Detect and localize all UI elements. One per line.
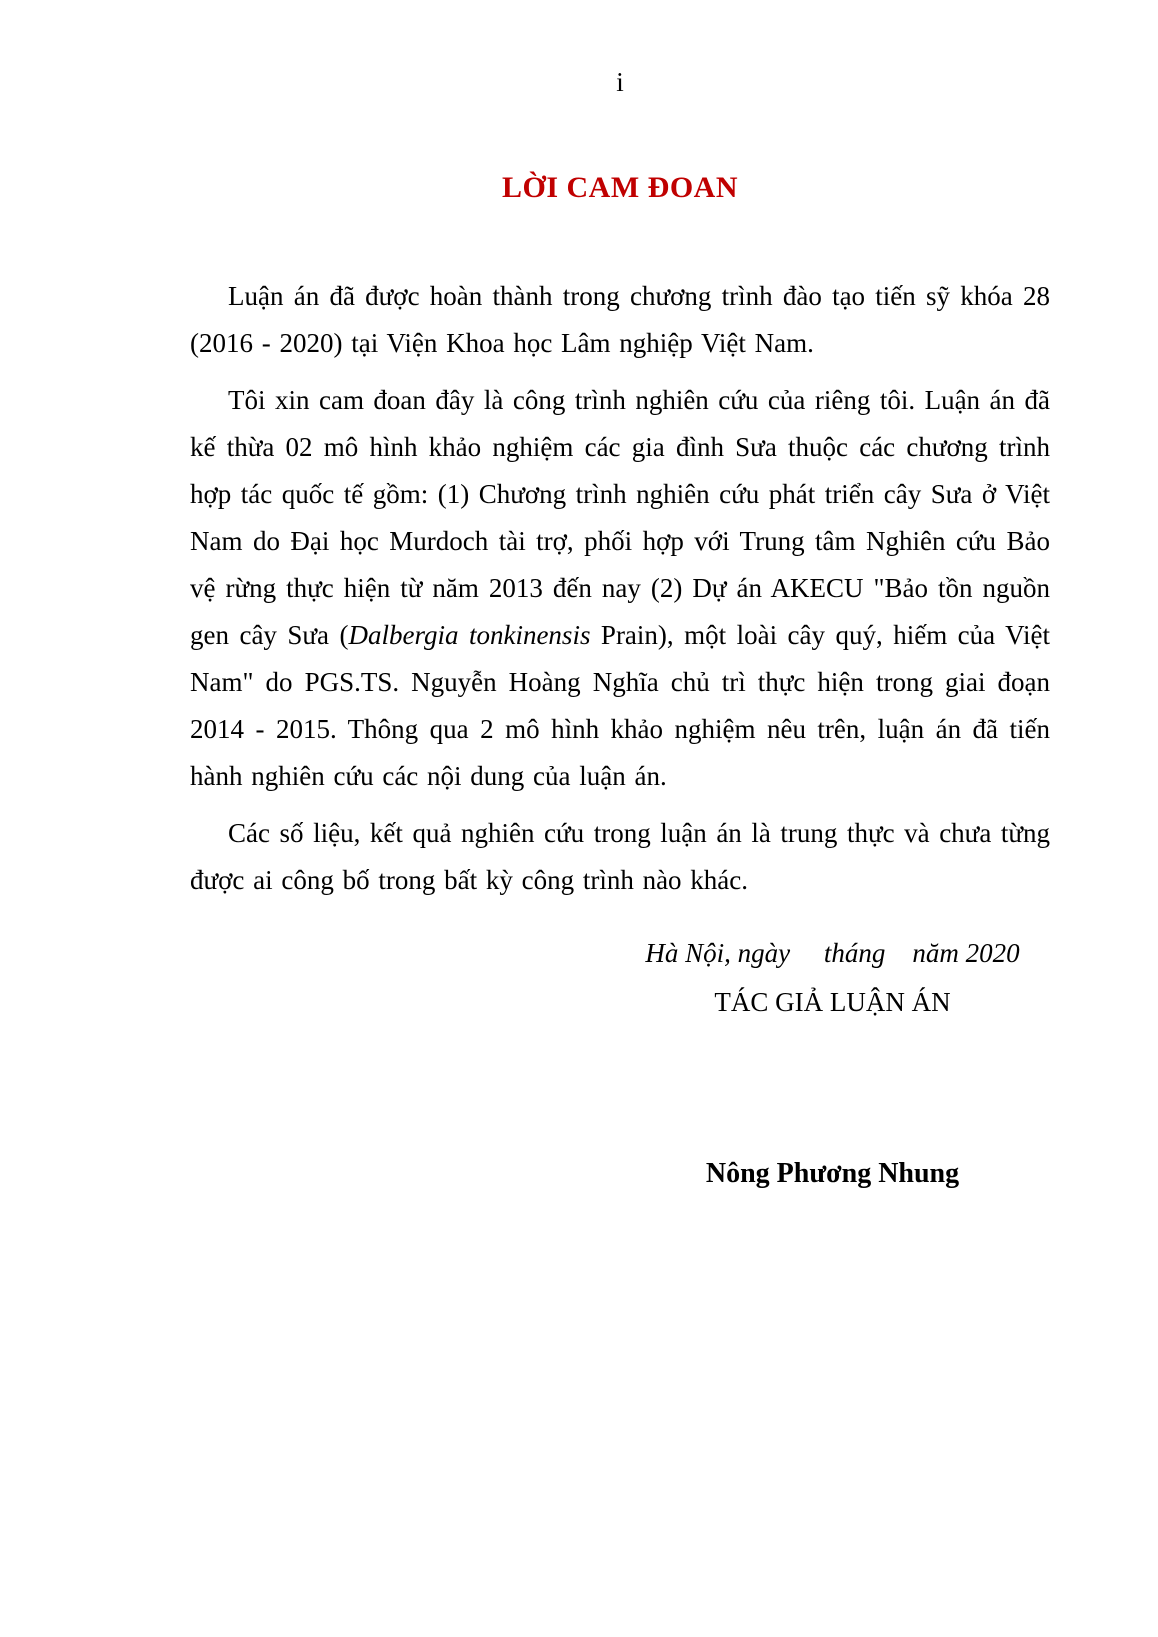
paragraph-3: Các số liệu, kết quả nghiên cứu trong luận án là trung thực và chưa từng được ai công bố trong bất kỳ công trình nào khác.: [190, 818, 1050, 895]
paragraph-2-text: Tôi xin cam đoan đây là công trình nghiên cứu của riêng tôi. Luận án đã kế thừa 02 mô hình khảo nghiệm các gia đình Sưa thuộc các chương trình hợp tác quốc tế gồm: (1) Chương trình nghiên cứu phát triển cây Sưa ở Việt Nam do Đại học Murdoch tài trợ, phối hợp với Trung tâm Nghiên cứu Bảo vệ rừng thực hiện từ năm 2013 đến nay (2) Dự án AKECU "Bảo tồn nguồn gen cây Sưa (: [190, 385, 1050, 650]
species-name-italic: Dalbergia tonkinensis: [348, 620, 591, 650]
page-title: LỜI CAM ĐOAN: [502, 171, 738, 204]
signature-block: [615, 930, 1050, 1194]
document-body: [190, 273, 1050, 904]
signature-author-name: Nông Phương Nhung: [705, 1158, 960, 1189]
page-number: i: [616, 67, 624, 97]
signature-date-line: Hà Nội, ngày tháng năm 2020: [645, 938, 1020, 968]
text-column: [190, 0, 1050, 1194]
signature-role-label: TÁC GIẢ LUẬN ÁN: [714, 987, 951, 1017]
paragraph-2: [190, 377, 1050, 800]
paragraph-1: Luận án đã được hoàn thành trong chương trình đào tạo tiến sỹ khóa 28 (2016 - 2020) tại Viện Khoa học Lâm nghiệp Việt Nam.: [190, 281, 1050, 358]
paragraph-2-text-continued: Prain), một loài cây quý, hiếm của Việt Nam" do PGS.TS. Nguyễn Hoàng Nghĩa chủ trì thực hiện trong giai đoạn 2014 - 2015. Thông qua 2 mô hình khảo nghiệm nêu trên, luận án đã tiến hành nghiên cứu các nội dung của luận án.: [190, 620, 1050, 791]
